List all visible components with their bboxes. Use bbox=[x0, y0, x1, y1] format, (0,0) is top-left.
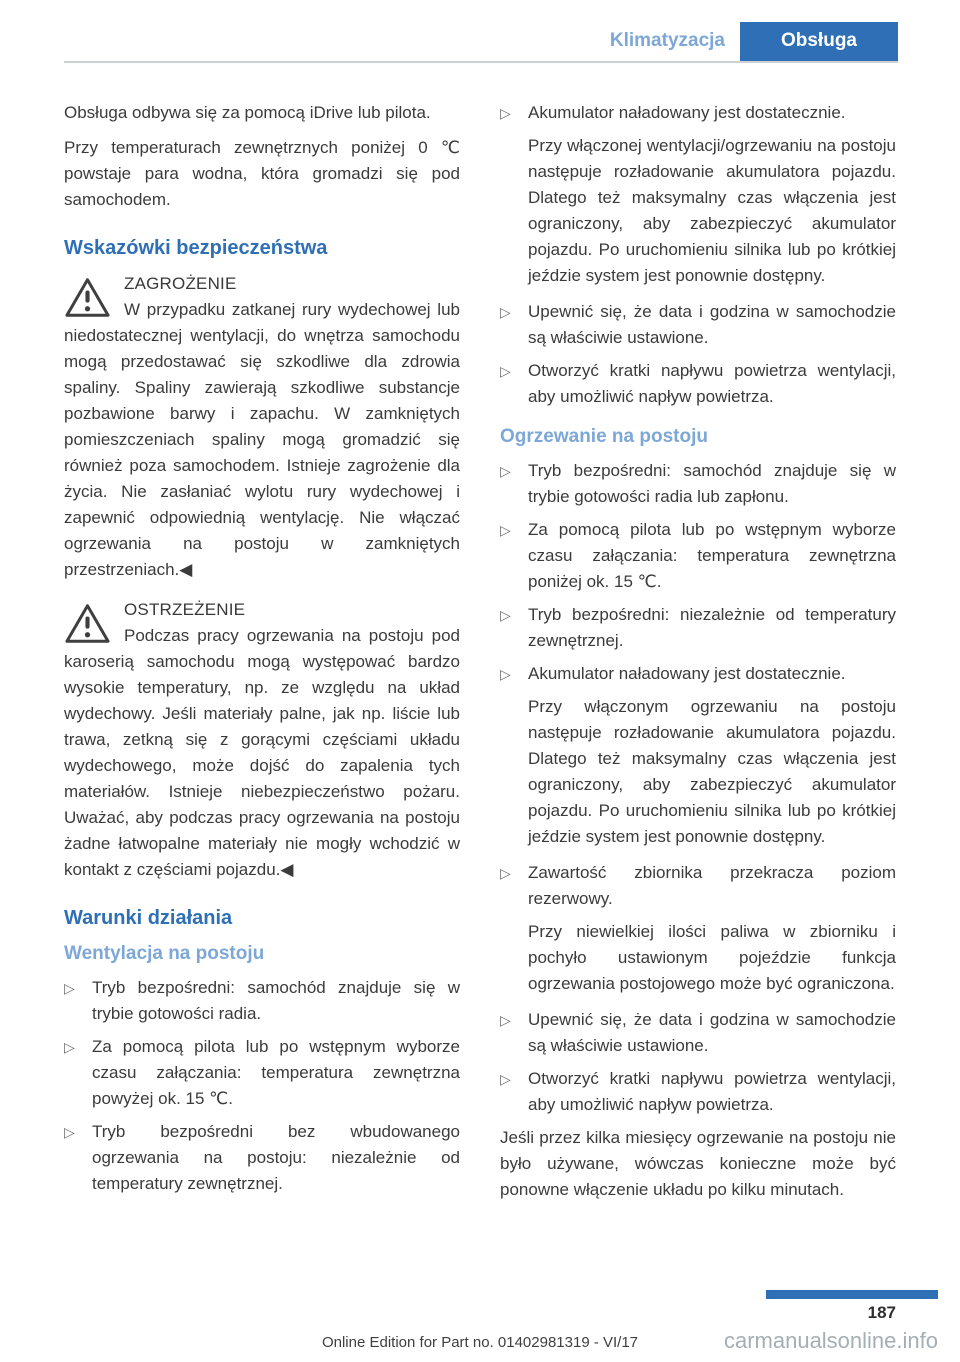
list-item-text: Upewnić się, że data i godzina w samochodzie są właściwie ustawione. bbox=[528, 302, 896, 347]
warning-label: ZAGROŻENIE bbox=[124, 274, 237, 293]
list-item-text: Tryb bezpośredni: niezależnie od temperatury zewnętrznej. bbox=[528, 605, 896, 650]
triangle-bullet-icon: ▷ bbox=[64, 1124, 75, 1140]
caution-warning-block bbox=[64, 597, 460, 883]
list-item bbox=[500, 100, 896, 126]
list-item bbox=[64, 975, 460, 1027]
list-item-text: Upewnić się, że data i godzina w samochodzie są właściwie ustawione. bbox=[528, 1010, 896, 1055]
footer-accent-bar bbox=[766, 1290, 938, 1299]
triangle-bullet-icon: ▷ bbox=[500, 522, 511, 538]
subheading-parked-ventilation: Wentylacja na postoju bbox=[64, 943, 265, 964]
list-item-text: Otworzyć kratki napływu powietrza wentylacji, aby umożliwić napływ powietrza. bbox=[528, 1069, 896, 1114]
right-column bbox=[500, 100, 896, 1212]
triangle-bullet-icon: ▷ bbox=[500, 1012, 511, 1028]
triangle-bullet-icon: ▷ bbox=[500, 865, 511, 881]
danger-warning-block bbox=[64, 271, 460, 583]
warning-text: Podczas pracy ogrzewania na postoju pod karoserią samochodu mogą występować bardzo wysokie temperatury, np. ze względu na układ wydechowy. Jeśli materiały palne, jak np. liście lub trawa, zetkną się z gorącymi częściami układu wydechowego, może dojść do zapalenia tych materiałów. Istnieje niebezpieczeństwo pożaru. Uważać, aby podczas pracy ogrzewania na postoju żadne łatwopalne materiały nie mogły wchodzić w kontakt z częściami pojazdu.◀ bbox=[64, 626, 460, 879]
section-tab: Obsługa bbox=[740, 22, 898, 61]
intro-paragraph: Obsługa odbywa się za pomocą iDrive lub pilota. bbox=[64, 103, 431, 122]
triangle-bullet-icon: ▷ bbox=[500, 607, 511, 623]
warning-label: OSTRZEŻENIE bbox=[124, 600, 246, 619]
page-header bbox=[64, 0, 898, 63]
list-item bbox=[500, 458, 896, 510]
list-item-note: Przy niewielkiej ilości paliwa w zbiorniku i pochyło ustawionym pojeździe funkcja ogrzewania postojowego może być ograniczona. bbox=[528, 922, 896, 993]
list-item bbox=[64, 1119, 460, 1197]
warning-triangle-icon bbox=[64, 276, 111, 319]
list-item bbox=[500, 517, 896, 595]
triangle-bullet-icon: ▷ bbox=[500, 1071, 511, 1087]
subheading-parked-heating: Ogrzewanie na postoju bbox=[500, 426, 708, 447]
list-item bbox=[500, 358, 896, 410]
list-item bbox=[500, 299, 896, 351]
heading-operating-conditions: Warunki działania bbox=[64, 907, 233, 929]
triangle-bullet-icon: ▷ bbox=[500, 463, 511, 479]
list-item bbox=[500, 1066, 896, 1118]
list-item-text: Otworzyć kratki napływu powietrza wentylacji, aby umożliwić napływ powietrza. bbox=[528, 361, 896, 406]
triangle-bullet-icon: ▷ bbox=[64, 980, 75, 996]
warning-paragraph bbox=[64, 597, 460, 883]
warning-paragraph bbox=[64, 271, 460, 583]
left-column bbox=[64, 100, 460, 1212]
intro-paragraph: Przy temperaturach zewnętrznych poniżej 0 ℃ powstaje para wodna, która gromadzi się pod samochodem. bbox=[64, 138, 460, 209]
watermark: carmanualsonline.info bbox=[723, 1328, 938, 1353]
closing-paragraph: Jeśli przez kilka miesięcy ogrzewanie na postoju nie było używane, wówczas konieczne może być ponowne włączenie układu po kilku minutach. bbox=[500, 1128, 896, 1199]
triangle-bullet-icon: ▷ bbox=[500, 363, 511, 379]
chapter-label: Klimatyzacja bbox=[609, 30, 725, 51]
list-item bbox=[500, 602, 896, 654]
list-item bbox=[500, 661, 896, 687]
list-item-text: Tryb bezpośredni bez wbudowanego ogrzewania na postoju: niezależnie od temperatury zewnętrznej. bbox=[92, 1122, 460, 1193]
triangle-bullet-icon: ▷ bbox=[500, 666, 511, 682]
list-item bbox=[500, 1007, 896, 1059]
list-item bbox=[64, 1034, 460, 1112]
edition-line: Online Edition for Part no. 01402981319 - VI/17 bbox=[321, 1334, 639, 1351]
triangle-bullet-icon: ▷ bbox=[500, 304, 511, 320]
warning-text: W przypadku zatkanej rury wydechowej lub niedostatecznej wentylacji, do wnętrza samochodu mogą przedostawać się szkodliwe dla zdrowia spaliny. Spaliny zawierają szkodliwe substancje pozbawione barwy i zapachu. W zamkniętych pomieszczeniach spaliny mogą gromadzić się również poza samochodem. Istnieje zagrożenie dla życia. Nie zasłaniać wylotu rury wydechowej i zapewnić odpowiednią wentylację. Nie włączać ogrzewania na postoju w zamkniętych przestrzeniach.◀ bbox=[64, 300, 460, 579]
list-item-text: Akumulator naładowany jest dostatecznie. bbox=[528, 664, 846, 683]
page-number: 187 bbox=[867, 1303, 896, 1322]
list-item-text: Akumulator naładowany jest dostatecznie. bbox=[528, 103, 846, 122]
list-item-note: Przy włączonym ogrzewaniu na postoju następuje rozładowanie akumulatora pojazdu. Dlatego też maksymalny czas włączenia jest ograniczony, aby zabezpieczyć akumulator pojazdu. Po uruchomieniu silnika lub po krótkiej jeździe system jest ponownie dostępny. bbox=[528, 697, 896, 846]
list-item bbox=[500, 860, 896, 912]
list-item-text: Zawartość zbiornika przekracza poziom rezerwowy. bbox=[528, 863, 896, 908]
list-item-note: Przy włączonej wentylacji/ogrzewaniu na postoju następuje rozładowanie akumulatora pojazdu. Dlatego też maksymalny czas włączenia jest ograniczony, aby zabezpieczyć akumulator pojazdu. Po uruchomieniu silnika lub po krótkiej jeździe system jest ponownie dostępny. bbox=[528, 136, 896, 285]
list-item-text: Za pomocą pilota lub po wstępnym wyborze czasu załączania: temperatura zewnętrzna poniżej ok. 15 ℃. bbox=[528, 520, 896, 591]
list-item-text: Tryb bezpośredni: samochód znajduje się w trybie gotowości radia lub zapłonu. bbox=[528, 461, 896, 506]
warning-triangle-icon bbox=[64, 602, 111, 645]
heading-safety-notes: Wskazówki bezpieczeństwa bbox=[64, 237, 328, 259]
page-body bbox=[64, 100, 896, 1212]
list-item-text: Tryb bezpośredni: samochód znajduje się w trybie gotowości radia. bbox=[92, 978, 460, 1023]
triangle-bullet-icon: ▷ bbox=[500, 105, 511, 121]
list-item-text: Za pomocą pilota lub po wstępnym wyborze czasu załączania: temperatura zewnętrzna powyżej ok. 15 ℃. bbox=[92, 1037, 460, 1108]
triangle-bullet-icon: ▷ bbox=[64, 1039, 75, 1055]
